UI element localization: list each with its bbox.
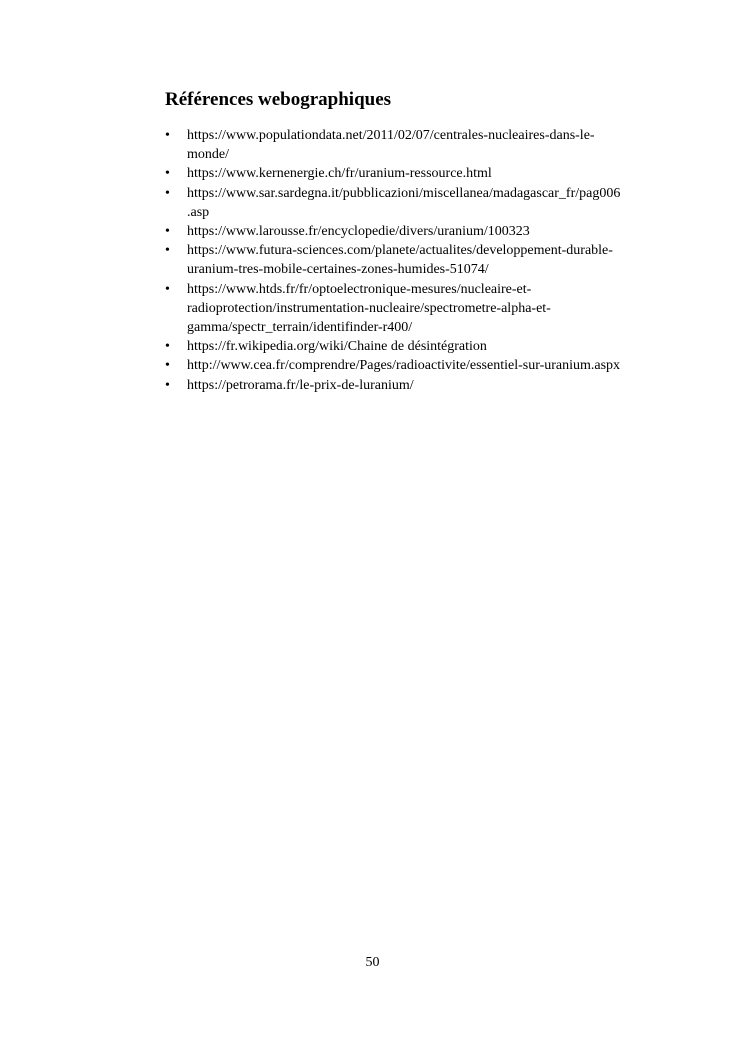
reference-url-line[interactable]: gamma/spectr_terrain/identifinder-r400/ <box>187 320 413 336</box>
reference-url-line[interactable]: https://www.futura-sciences.com/planete/actualites/developpement-durable- <box>187 243 613 259</box>
reference-url-line[interactable]: http://www.cea.fr/comprendre/Pages/radioactivite/essentiel-sur-uranium.aspx <box>187 358 621 374</box>
reference-item <box>165 184 665 222</box>
reference-url-line[interactable]: uranium-tres-mobile-certaines-zones-humides-51074/ <box>187 262 489 278</box>
reference-item <box>165 164 665 183</box>
page-number: 50 <box>365 955 380 970</box>
reference-item <box>165 241 665 279</box>
reference-url-line[interactable]: https://www.htds.fr/fr/optoelectronique-mesures/nucleaire-et- <box>187 281 532 297</box>
reference-url-line[interactable]: monde/ <box>187 147 229 163</box>
bullet-icon: • <box>165 128 170 143</box>
reference-item <box>165 222 665 241</box>
reference-url-line[interactable]: https://petrorama.fr/le-prix-de-luranium/ <box>187 377 414 393</box>
reference-list <box>165 126 665 395</box>
reference-url-line[interactable]: .asp <box>187 204 210 220</box>
reference-item <box>165 126 665 164</box>
bullet-icon: • <box>165 243 170 259</box>
reference-item <box>165 280 665 338</box>
reference-url-line[interactable]: https://www.populationdata.net/2011/02/07/centrales-nucleaires-dans-le- <box>187 128 595 143</box>
bullet-icon: • <box>165 339 170 355</box>
bullet-icon: • <box>165 377 170 393</box>
section-heading: Références webographiques <box>165 89 392 110</box>
reference-url-line[interactable]: https://www.larousse.fr/encyclopedie/divers/uranium/100323 <box>187 224 530 240</box>
reference-url-line[interactable]: https://www.kernenergie.ch/fr/uranium-ressource.html <box>187 166 492 182</box>
reference-url-line[interactable]: radioprotection/instrumentation-nucleaire/spectrometre-alpha-et- <box>187 300 551 316</box>
bullet-icon: • <box>165 185 170 201</box>
reference-item <box>165 376 665 395</box>
bullet-icon: • <box>165 281 170 297</box>
reference-item <box>165 337 665 356</box>
reference-url-line[interactable]: https://www.sar.sardegna.it/pubblicazioni/miscellanea/madagascar_fr/pag006 <box>187 185 621 201</box>
reference-url-line[interactable]: https://fr.wikipedia.org/wiki/Chaine de désintégration <box>187 339 487 355</box>
bullet-icon: • <box>165 166 170 182</box>
reference-item <box>165 356 665 375</box>
bullet-icon: • <box>165 224 170 240</box>
bullet-icon: • <box>165 358 170 374</box>
